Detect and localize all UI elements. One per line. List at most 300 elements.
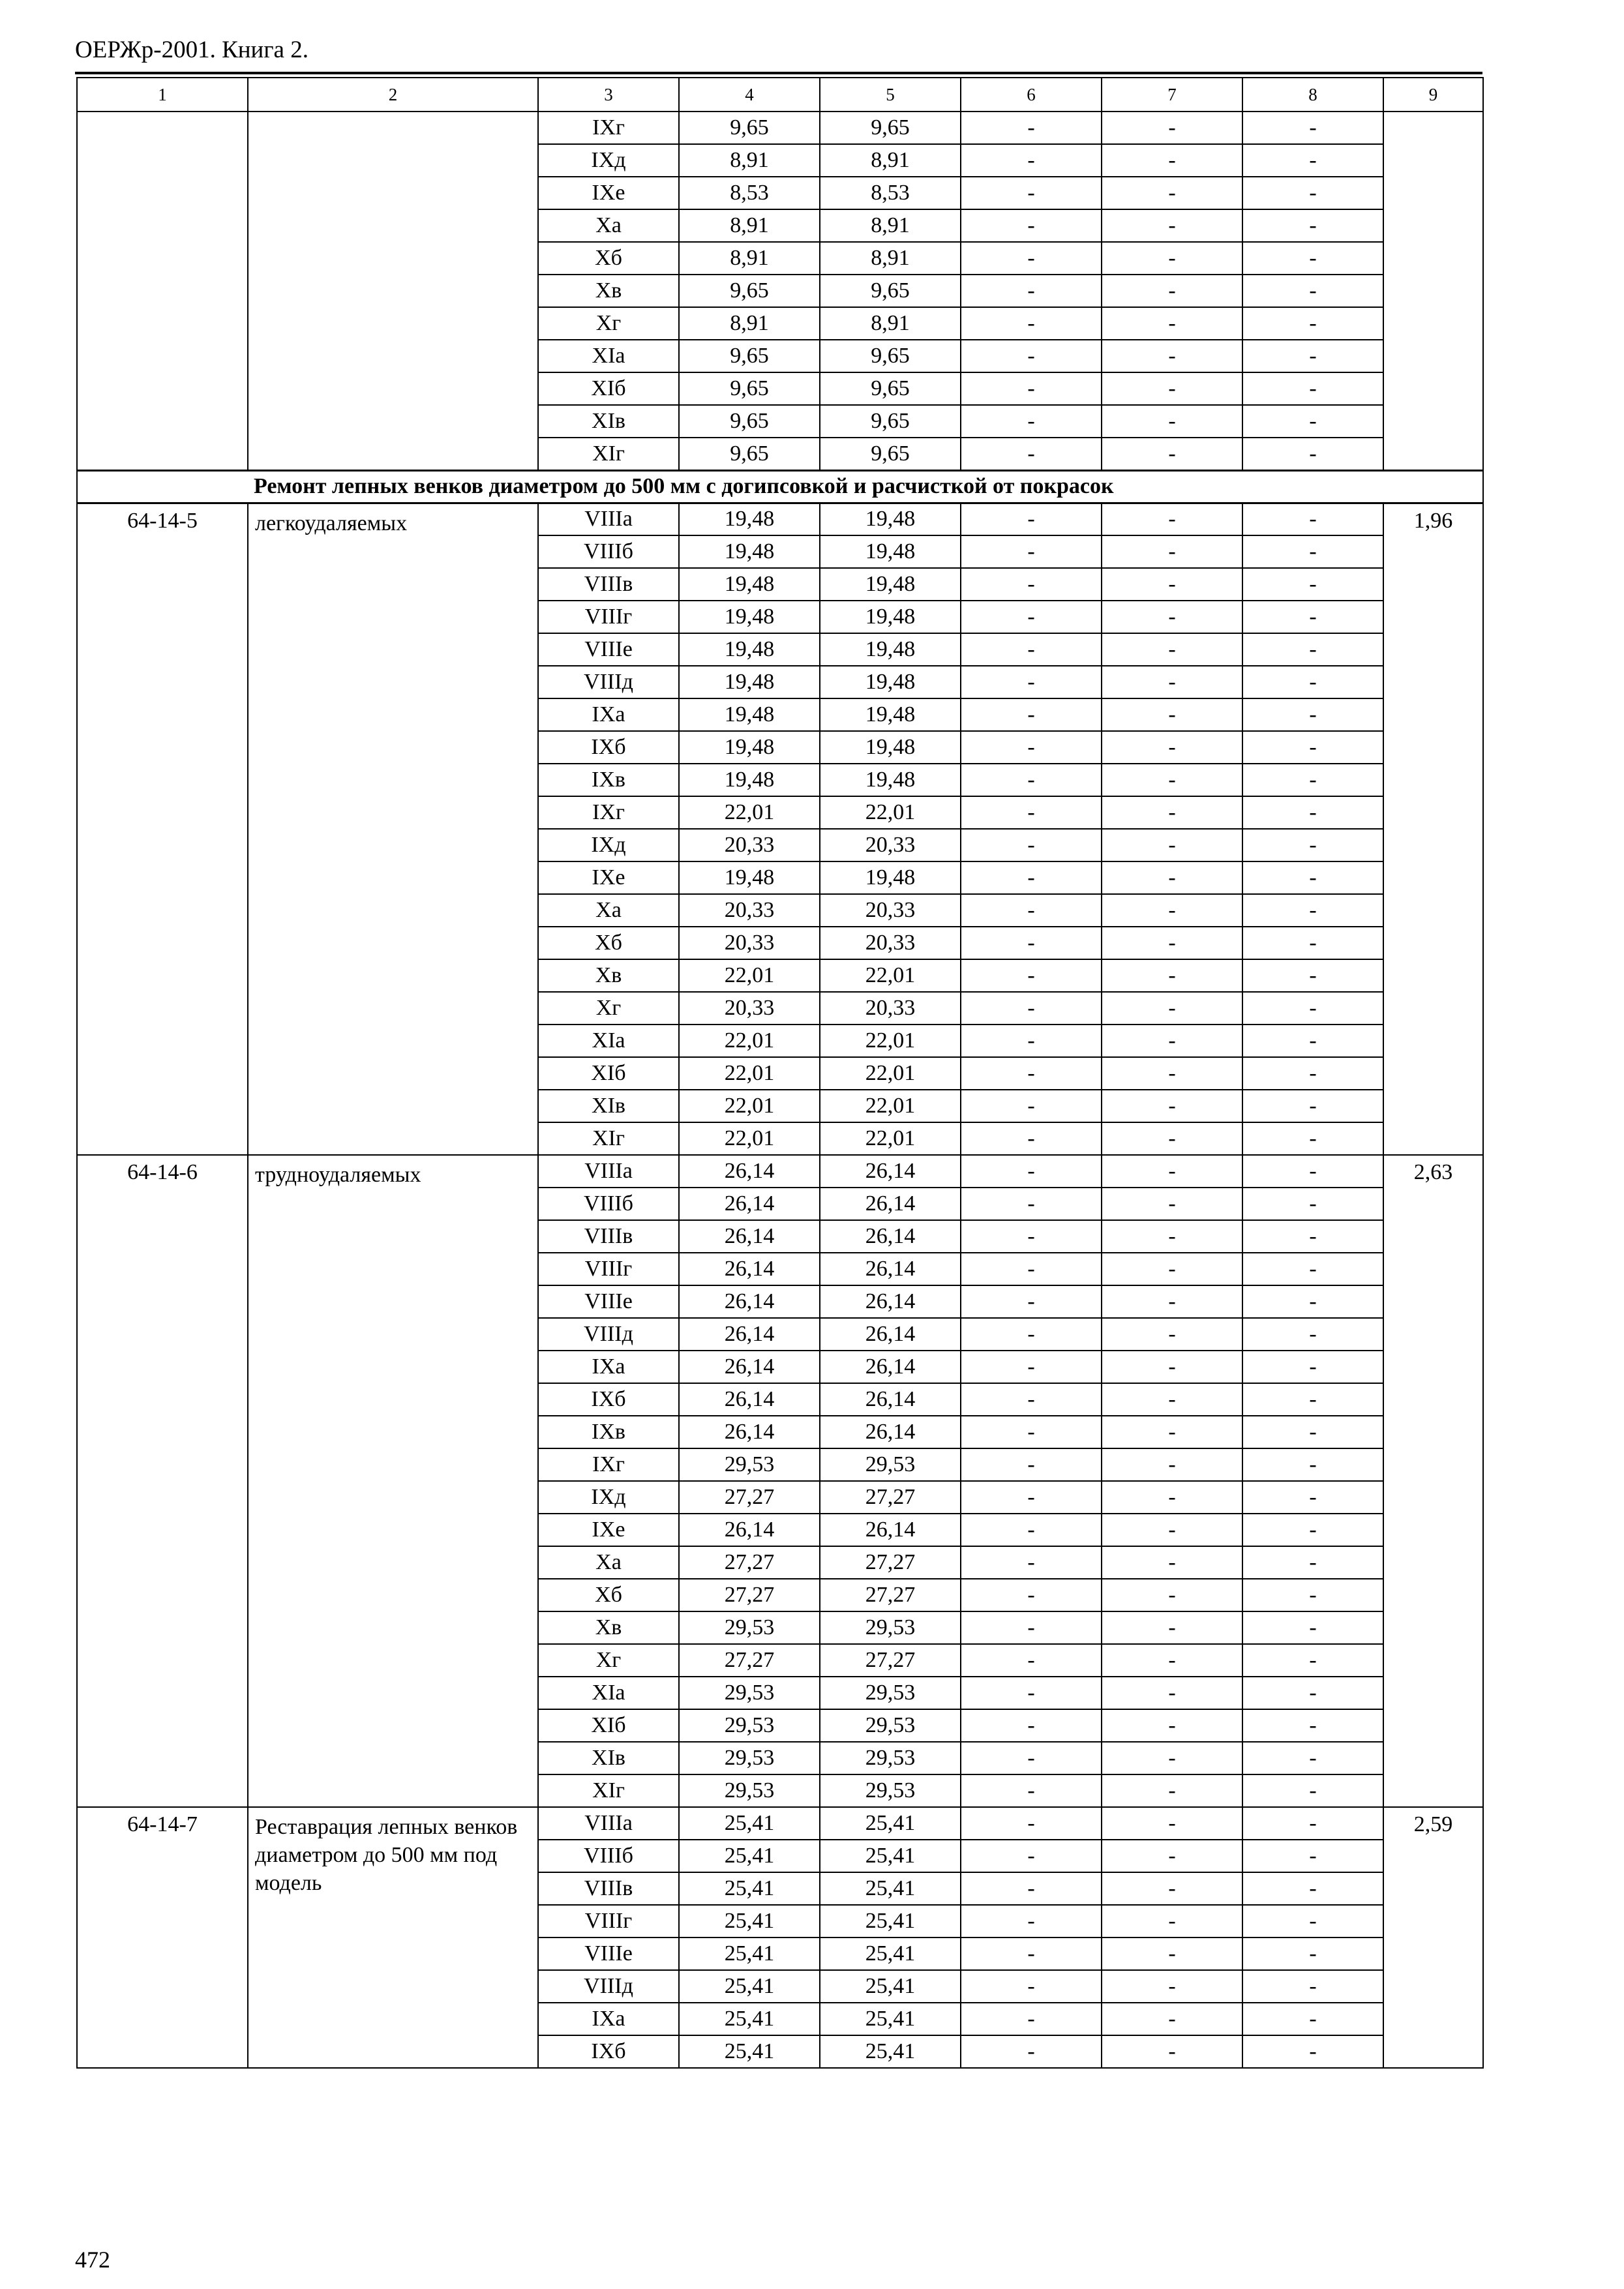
value-cell: 29,53 <box>679 1774 820 1807</box>
value-cell: - <box>1242 959 1383 992</box>
value-cell: 9,65 <box>820 340 961 372</box>
value-cell: - <box>1242 144 1383 177</box>
value-cell: 20,33 <box>679 927 820 959</box>
page-number: 472 <box>75 2247 110 2273</box>
value-cell: - <box>1102 1416 1242 1448</box>
category-cell: Xв <box>538 275 679 307</box>
value-cell: - <box>1242 340 1383 372</box>
value-cell: - <box>1102 992 1242 1025</box>
value-cell: - <box>1242 1448 1383 1481</box>
code-cell <box>77 112 248 470</box>
value-cell: 26,14 <box>679 1188 820 1220</box>
value-cell: - <box>1102 1448 1242 1481</box>
value-cell: - <box>961 1122 1102 1155</box>
value-cell: - <box>1102 666 1242 698</box>
value-cell: - <box>961 340 1102 372</box>
value-cell: - <box>1242 568 1383 601</box>
table-body <box>77 78 1483 2068</box>
column-number: 2 <box>248 78 538 112</box>
category-cell: VIIIa <box>538 1807 679 1840</box>
value-cell: - <box>1242 1090 1383 1122</box>
value-cell: - <box>961 1318 1102 1351</box>
category-cell: VIIIб <box>538 535 679 568</box>
category-cell: Xa <box>538 1546 679 1579</box>
value-cell: - <box>961 535 1102 568</box>
value-cell: - <box>961 405 1102 438</box>
value-cell: 25,41 <box>820 1905 961 1937</box>
value-cell: - <box>1102 1057 1242 1090</box>
document-title: ОЕРЖр-2001. Книга 2. <box>75 37 308 63</box>
value-cell: - <box>1242 2003 1383 2035</box>
value-cell: 29,53 <box>820 1611 961 1644</box>
category-cell: XIг <box>538 1122 679 1155</box>
value-cell: - <box>1102 1677 1242 1709</box>
value-cell: - <box>1242 1840 1383 1872</box>
value-cell: 27,27 <box>679 1546 820 1579</box>
value-cell: 19,48 <box>679 731 820 764</box>
category-cell: VIIIe <box>538 1285 679 1318</box>
value-cell: 19,48 <box>820 698 961 731</box>
value-cell: - <box>961 372 1102 405</box>
category-cell: IXe <box>538 177 679 209</box>
value-cell: 27,27 <box>820 1481 961 1514</box>
value-cell: 9,65 <box>820 438 961 470</box>
value-cell: 26,14 <box>820 1383 961 1416</box>
value-cell: 26,14 <box>679 1383 820 1416</box>
value-cell: - <box>961 503 1102 535</box>
category-cell: IXд <box>538 829 679 861</box>
value-cell: 26,14 <box>820 1351 961 1383</box>
value-cell: - <box>961 1383 1102 1416</box>
value-cell: - <box>1242 1742 1383 1774</box>
value-cell: - <box>1102 1774 1242 1807</box>
value-cell: - <box>1102 1709 1242 1742</box>
value-cell: - <box>1242 275 1383 307</box>
category-cell: IXб <box>538 1383 679 1416</box>
category-cell: IXв <box>538 764 679 796</box>
value-cell: - <box>1102 731 1242 764</box>
item-name: легкоудаляемых <box>248 503 538 1155</box>
value-cell: - <box>1242 1937 1383 1970</box>
value-cell: - <box>1242 1611 1383 1644</box>
value-cell: - <box>961 1514 1102 1546</box>
value-cell: 19,48 <box>820 666 961 698</box>
value-cell: - <box>961 438 1102 470</box>
column-number: 3 <box>538 78 679 112</box>
value-cell: - <box>961 959 1102 992</box>
category-cell: VIIIб <box>538 1840 679 1872</box>
column-number-row <box>77 78 1483 112</box>
category-cell: VIIIe <box>538 633 679 666</box>
value-cell: 8,91 <box>679 209 820 242</box>
column-number: 1 <box>77 78 248 112</box>
value-cell: - <box>961 112 1102 144</box>
value-cell: - <box>1102 242 1242 275</box>
category-cell: VIIIв <box>538 568 679 601</box>
value-cell: - <box>961 1025 1102 1057</box>
value-cell: 25,41 <box>820 1970 961 2003</box>
value-cell: 26,14 <box>820 1253 961 1285</box>
value-cell: 25,41 <box>820 2003 961 2035</box>
value-cell: - <box>1242 698 1383 731</box>
value-cell: - <box>1102 959 1242 992</box>
value-cell: - <box>961 1416 1102 1448</box>
value-cell: - <box>1242 503 1383 535</box>
category-cell: IXг <box>538 1448 679 1481</box>
value-cell: 19,48 <box>820 731 961 764</box>
value-cell: - <box>1242 1872 1383 1905</box>
value-cell: 9,65 <box>679 340 820 372</box>
category-cell: IXб <box>538 731 679 764</box>
price-table <box>76 77 1484 2069</box>
value-cell: - <box>1242 1285 1383 1318</box>
value-cell: - <box>1102 1253 1242 1285</box>
value-cell: 29,53 <box>820 1709 961 1742</box>
value-cell: - <box>961 1742 1102 1774</box>
value-cell: - <box>1102 372 1242 405</box>
value-cell: - <box>1242 1416 1383 1448</box>
value-cell: 22,01 <box>820 1122 961 1155</box>
value-cell: 19,48 <box>679 503 820 535</box>
value-cell: 19,48 <box>820 503 961 535</box>
value-cell: - <box>961 992 1102 1025</box>
value-cell: - <box>961 1709 1102 1742</box>
value-cell: 19,48 <box>820 601 961 633</box>
item-name: трудноудаляемых <box>248 1155 538 1807</box>
value-cell: - <box>961 144 1102 177</box>
value-cell: - <box>1102 1970 1242 2003</box>
value-cell: 26,14 <box>679 1351 820 1383</box>
value-cell: - <box>961 275 1102 307</box>
item-note: 2,59 <box>1383 1807 1483 2068</box>
value-cell: - <box>1102 1090 1242 1122</box>
value-cell: 26,14 <box>679 1285 820 1318</box>
value-cell: - <box>1242 1122 1383 1155</box>
value-cell: - <box>961 1351 1102 1383</box>
item-name: Реставрация лепных венков диаметром до 500 мм под модель <box>248 1807 538 2068</box>
category-cell: IXa <box>538 698 679 731</box>
value-cell: 25,41 <box>679 1872 820 1905</box>
value-cell: - <box>1242 1383 1383 1416</box>
category-cell: Xa <box>538 894 679 927</box>
category-cell: VIIIд <box>538 1970 679 2003</box>
value-cell: 9,65 <box>679 372 820 405</box>
value-cell: - <box>961 177 1102 209</box>
value-cell: 9,65 <box>679 438 820 470</box>
value-cell: - <box>1242 1025 1383 1057</box>
value-cell: - <box>961 1905 1102 1937</box>
value-cell: - <box>1102 307 1242 340</box>
value-cell: 22,01 <box>820 959 961 992</box>
value-cell: - <box>1242 438 1383 470</box>
value-cell: 9,65 <box>820 405 961 438</box>
value-cell: - <box>1102 340 1242 372</box>
category-cell: XIв <box>538 1742 679 1774</box>
value-cell: 26,14 <box>820 1318 961 1351</box>
category-cell: IXг <box>538 112 679 144</box>
value-cell: - <box>1242 1774 1383 1807</box>
value-cell: 26,14 <box>820 1155 961 1188</box>
value-cell: - <box>961 666 1102 698</box>
value-cell: - <box>1102 1579 1242 1611</box>
value-cell: - <box>1102 829 1242 861</box>
value-cell: - <box>961 1774 1102 1807</box>
value-cell: 8,91 <box>820 209 961 242</box>
value-cell: 25,41 <box>679 1807 820 1840</box>
value-cell: 26,14 <box>820 1514 961 1546</box>
value-cell: - <box>1102 2035 1242 2068</box>
value-cell: - <box>1242 1514 1383 1546</box>
category-cell: XIa <box>538 1677 679 1709</box>
value-cell: 29,53 <box>820 1742 961 1774</box>
value-cell: 8,91 <box>679 242 820 275</box>
value-cell: - <box>1102 861 1242 894</box>
value-cell: - <box>1242 177 1383 209</box>
column-number: 6 <box>961 78 1102 112</box>
value-cell: - <box>1102 1807 1242 1840</box>
table-row <box>77 1155 1483 1188</box>
value-cell: - <box>1242 1677 1383 1709</box>
value-cell: 20,33 <box>820 894 961 927</box>
value-cell: - <box>961 1090 1102 1122</box>
value-cell: 8,53 <box>679 177 820 209</box>
value-cell: 8,91 <box>820 144 961 177</box>
category-cell: VIIIa <box>538 1155 679 1188</box>
value-cell: - <box>1102 144 1242 177</box>
column-number: 4 <box>679 78 820 112</box>
value-cell: 19,48 <box>679 666 820 698</box>
category-cell: Xa <box>538 209 679 242</box>
value-cell: - <box>1242 209 1383 242</box>
value-cell: - <box>1242 927 1383 959</box>
value-cell: 25,41 <box>679 2003 820 2035</box>
value-cell: 27,27 <box>820 1644 961 1677</box>
category-cell: XIб <box>538 1709 679 1742</box>
value-cell: 29,53 <box>820 1774 961 1807</box>
value-cell: - <box>1102 1905 1242 1937</box>
category-cell: XIa <box>538 1025 679 1057</box>
value-cell: 25,41 <box>679 1937 820 1970</box>
section-heading-row <box>77 470 1483 503</box>
value-cell: - <box>961 1285 1102 1318</box>
value-cell: - <box>961 796 1102 829</box>
value-cell: 22,01 <box>679 796 820 829</box>
category-cell: Xг <box>538 307 679 340</box>
value-cell: - <box>961 1220 1102 1253</box>
value-cell: - <box>1242 1579 1383 1611</box>
value-cell: - <box>1242 633 1383 666</box>
value-cell: - <box>1102 1122 1242 1155</box>
category-cell: XIб <box>538 1057 679 1090</box>
value-cell: - <box>1102 1872 1242 1905</box>
value-cell: 26,14 <box>679 1416 820 1448</box>
table-row <box>77 112 1483 144</box>
category-cell: Xб <box>538 927 679 959</box>
value-cell: - <box>1242 1807 1383 1840</box>
value-cell: 22,01 <box>679 959 820 992</box>
value-cell: - <box>1102 601 1242 633</box>
value-cell: - <box>1102 927 1242 959</box>
value-cell: - <box>1102 405 1242 438</box>
value-cell: - <box>961 927 1102 959</box>
value-cell: 8,91 <box>820 242 961 275</box>
value-cell: - <box>1242 1188 1383 1220</box>
category-cell: XIг <box>538 1774 679 1807</box>
value-cell: - <box>961 764 1102 796</box>
value-cell: - <box>1102 568 1242 601</box>
value-cell: - <box>1242 1644 1383 1677</box>
value-cell: - <box>1102 1188 1242 1220</box>
value-cell: 22,01 <box>820 1025 961 1057</box>
value-cell: - <box>1102 275 1242 307</box>
value-cell: - <box>1242 1318 1383 1351</box>
value-cell: 22,01 <box>679 1090 820 1122</box>
value-cell: 25,41 <box>820 1807 961 1840</box>
category-cell: VIIIб <box>538 1188 679 1220</box>
category-cell: Xб <box>538 242 679 275</box>
value-cell: 19,48 <box>820 861 961 894</box>
value-cell: - <box>961 1807 1102 1840</box>
value-cell: - <box>961 1579 1102 1611</box>
value-cell: - <box>1242 1155 1383 1188</box>
value-cell: 19,48 <box>679 601 820 633</box>
category-cell: IXa <box>538 2003 679 2035</box>
value-cell: 19,48 <box>820 764 961 796</box>
value-cell: - <box>1102 1025 1242 1057</box>
category-cell: XIб <box>538 372 679 405</box>
category-cell: Xг <box>538 1644 679 1677</box>
value-cell: - <box>1242 1057 1383 1090</box>
value-cell: 22,01 <box>820 1057 961 1090</box>
value-cell: - <box>1242 601 1383 633</box>
value-cell: 19,48 <box>679 535 820 568</box>
value-cell: - <box>1102 1155 1242 1188</box>
value-cell: - <box>1102 764 1242 796</box>
value-cell: - <box>961 2003 1102 2035</box>
value-cell: - <box>961 1448 1102 1481</box>
value-cell: - <box>1102 209 1242 242</box>
category-cell: VIIIг <box>538 1253 679 1285</box>
value-cell: 29,53 <box>679 1677 820 1709</box>
value-cell: - <box>961 829 1102 861</box>
value-cell: 22,01 <box>679 1057 820 1090</box>
value-cell: 26,14 <box>679 1220 820 1253</box>
value-cell: 29,53 <box>679 1611 820 1644</box>
value-cell: - <box>1242 535 1383 568</box>
category-cell: IXe <box>538 1514 679 1546</box>
value-cell: 26,14 <box>679 1318 820 1351</box>
value-cell: - <box>961 633 1102 666</box>
value-cell: - <box>961 2035 1102 2068</box>
value-cell: 27,27 <box>679 1481 820 1514</box>
value-cell: 25,41 <box>820 1840 961 1872</box>
item-code: 64-14-5 <box>77 503 248 1155</box>
value-cell: 22,01 <box>820 796 961 829</box>
value-cell: - <box>961 1937 1102 1970</box>
value-cell: - <box>1102 177 1242 209</box>
value-cell: - <box>1242 1546 1383 1579</box>
value-cell: - <box>1102 1514 1242 1546</box>
value-cell: - <box>961 731 1102 764</box>
value-cell: 26,14 <box>820 1188 961 1220</box>
value-cell: 29,53 <box>679 1742 820 1774</box>
value-cell: - <box>961 1057 1102 1090</box>
column-number: 8 <box>1242 78 1383 112</box>
value-cell: - <box>961 1188 1102 1220</box>
category-cell: IXa <box>538 1351 679 1383</box>
value-cell: - <box>1102 1840 1242 1872</box>
value-cell: - <box>1102 1546 1242 1579</box>
value-cell: 9,65 <box>679 405 820 438</box>
item-code: 64-14-7 <box>77 1807 248 2068</box>
section-heading: Ремонт лепных венков диаметром до 500 мм с догипсовкой и расчисткой от покрасок <box>77 470 1483 503</box>
value-cell: - <box>961 1253 1102 1285</box>
value-cell: - <box>1102 1937 1242 1970</box>
value-cell: - <box>961 1546 1102 1579</box>
value-cell: 9,65 <box>820 372 961 405</box>
value-cell: - <box>961 894 1102 927</box>
value-cell: - <box>1102 503 1242 535</box>
value-cell: - <box>961 601 1102 633</box>
value-cell: 8,91 <box>679 144 820 177</box>
value-cell: - <box>1102 2003 1242 2035</box>
value-cell: - <box>1102 1742 1242 1774</box>
value-cell: - <box>1242 992 1383 1025</box>
value-cell: 26,14 <box>820 1416 961 1448</box>
value-cell: - <box>1102 633 1242 666</box>
value-cell: 9,65 <box>820 112 961 144</box>
value-cell: 20,33 <box>679 829 820 861</box>
value-cell: 25,41 <box>820 2035 961 2068</box>
category-cell: VIIIe <box>538 1937 679 1970</box>
value-cell: 25,41 <box>820 1872 961 1905</box>
column-number: 9 <box>1383 78 1483 112</box>
value-cell: - <box>1242 894 1383 927</box>
value-cell: 29,53 <box>820 1677 961 1709</box>
value-cell: - <box>961 1644 1102 1677</box>
value-cell: - <box>961 1481 1102 1514</box>
category-cell: IXв <box>538 1416 679 1448</box>
column-number: 5 <box>820 78 961 112</box>
value-cell: 25,41 <box>679 2035 820 2068</box>
category-cell: IXд <box>538 1481 679 1514</box>
table-row <box>77 1807 1483 1840</box>
value-cell: - <box>1102 1383 1242 1416</box>
value-cell: 27,27 <box>679 1579 820 1611</box>
item-code: 64-14-6 <box>77 1155 248 1807</box>
value-cell: 19,48 <box>820 568 961 601</box>
value-cell: - <box>1242 1220 1383 1253</box>
value-cell: 27,27 <box>679 1644 820 1677</box>
value-cell: - <box>1242 861 1383 894</box>
value-cell: - <box>1242 1709 1383 1742</box>
value-cell: - <box>1242 307 1383 340</box>
value-cell: 26,14 <box>820 1220 961 1253</box>
value-cell: - <box>1102 1481 1242 1514</box>
value-cell: - <box>961 698 1102 731</box>
value-cell: - <box>1242 1253 1383 1285</box>
value-cell: 25,41 <box>820 1937 961 1970</box>
value-cell: 26,14 <box>679 1155 820 1188</box>
value-cell: 29,53 <box>679 1709 820 1742</box>
value-cell: 20,33 <box>679 992 820 1025</box>
value-cell: - <box>961 1840 1102 1872</box>
value-cell: - <box>1242 112 1383 144</box>
value-cell: - <box>1242 829 1383 861</box>
value-cell: 26,14 <box>679 1514 820 1546</box>
value-cell: - <box>961 861 1102 894</box>
value-cell: 27,27 <box>820 1579 961 1611</box>
